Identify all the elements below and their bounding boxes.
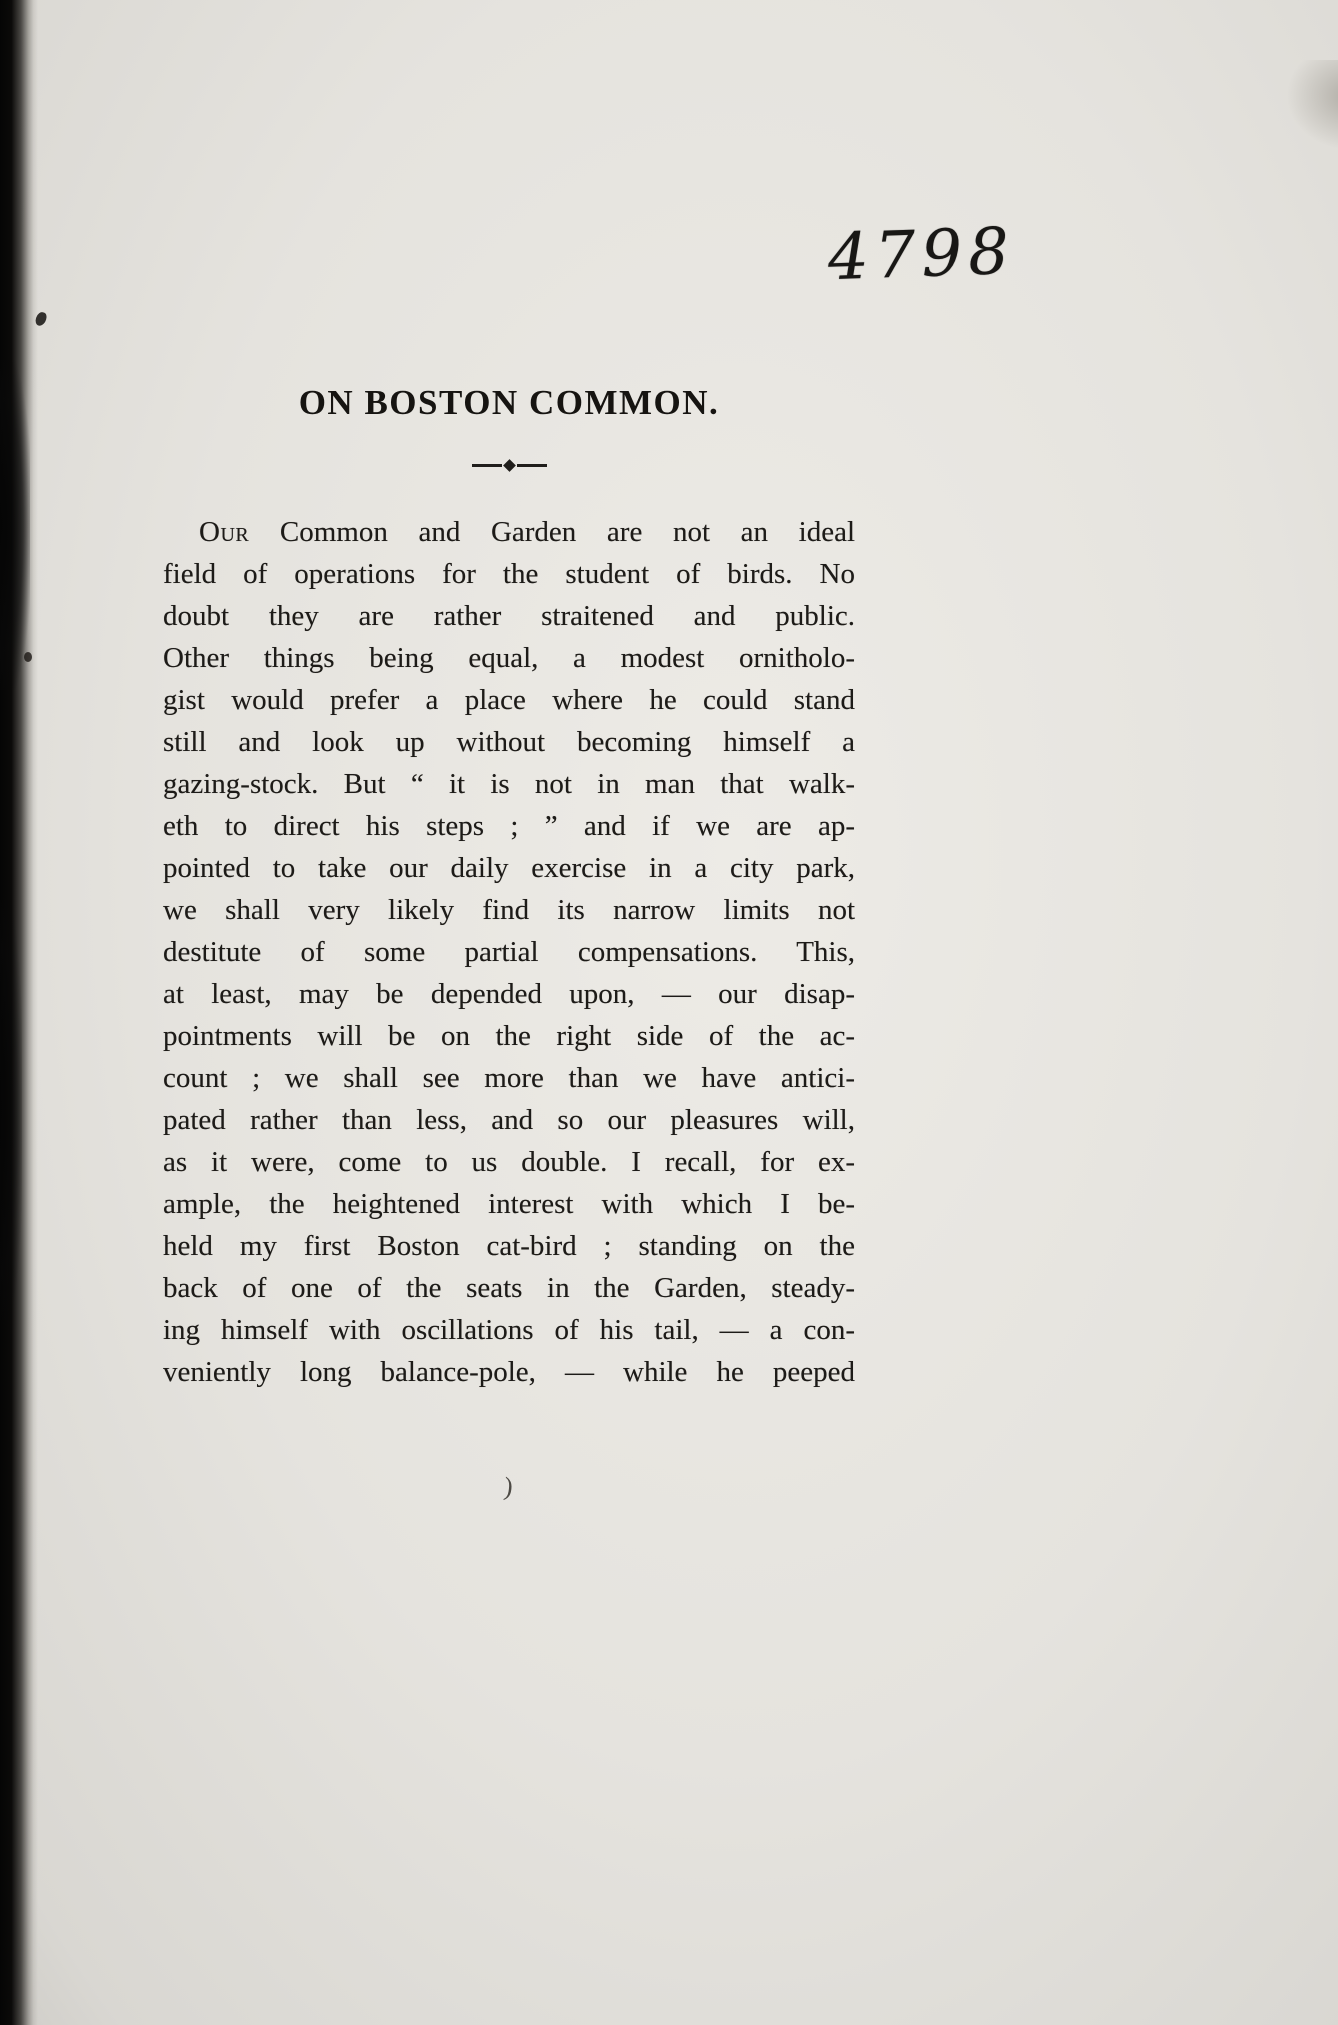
text-line: back of one of the seats in the Garden, steady- xyxy=(163,1272,855,1304)
scan-artifact xyxy=(0,900,22,1320)
text-line: pated rather than less, and so our pleasures will, xyxy=(163,1104,855,1136)
text-line: pointments will be on the right side of the ac- xyxy=(163,1020,855,1052)
text-line: pointed to take our daily exercise in a city park, xyxy=(163,852,855,884)
text-line: at least, may be depended upon, — our disap- xyxy=(163,978,855,1010)
divider-rule xyxy=(517,464,547,467)
divider-diamond-icon xyxy=(503,459,516,472)
text-line: gazing-stock. But “ it is not in man that walk- xyxy=(163,768,855,800)
lead-word: Our xyxy=(199,516,250,548)
body-paragraph xyxy=(163,511,855,1393)
text-line: field of operations for the student of birds. No xyxy=(163,558,855,590)
scan-artifact xyxy=(1286,60,1338,150)
printers-mark: ) xyxy=(502,1471,515,1502)
text-line: gist would prefer a place where he could stand xyxy=(163,684,855,716)
text-line: Other things being equal, a modest ornitholo- xyxy=(163,642,855,674)
divider-rule xyxy=(472,464,502,467)
text-line: still and look up without becoming himself a xyxy=(163,726,855,758)
text-line: ample, the heightened interest with which I be- xyxy=(163,1188,855,1220)
scan-artifact xyxy=(0,360,30,690)
text-line: veniently long balance-pole, — while he peeped xyxy=(163,1356,855,1388)
paragraph-first-line xyxy=(163,511,855,553)
text-line: as it were, come to us double. I recall, for ex- xyxy=(163,1146,855,1178)
text-line: we shall very likely find its narrow limits not xyxy=(163,894,855,926)
first-line-rest: Common and Garden are not an ideal xyxy=(249,516,855,548)
chapter-title: ON BOSTON COMMON. xyxy=(298,383,720,422)
text-line: held my first Boston cat-bird ; standing on the xyxy=(163,1230,855,1262)
text-line: destitute of some partial compensations. This, xyxy=(163,936,855,968)
handwritten-catalog-number: 4798 xyxy=(826,214,1017,296)
ornamental-divider xyxy=(464,459,554,471)
text-line: ing himself with oscillations of his tail, — a con- xyxy=(163,1314,855,1346)
text-line: eth to direct his steps ; ” and if we are ap- xyxy=(163,810,855,842)
text-block xyxy=(163,383,855,1393)
text-line: doubt they are rather straitened and public. xyxy=(163,600,855,632)
scan-artifact xyxy=(24,652,32,662)
text-line: count ; we shall see more than we have antici- xyxy=(163,1062,855,1094)
paragraph-lines xyxy=(163,553,855,1393)
